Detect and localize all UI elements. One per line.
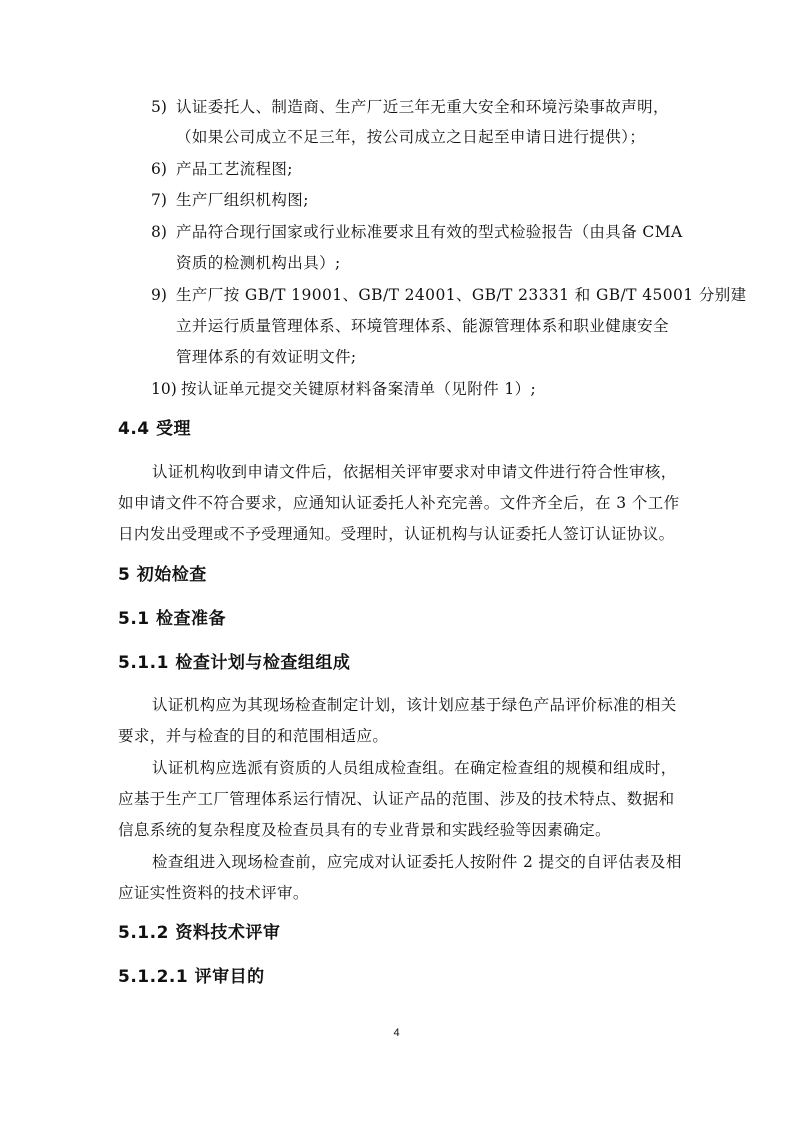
paragraph-line: 认证机构应选派有资质的人员组成检查组。在确定检查组的规模和组成时， <box>152 759 677 777</box>
list-item-line: （如果公司成立不足三年，按公司成立之日起至申请日进行提供）； <box>176 128 646 146</box>
page-number: 4 <box>393 1027 400 1039</box>
list-item-number: 5) <box>151 98 167 116</box>
list-item-line: 资质的检测机构出具）; <box>176 254 341 272</box>
list-item-line: 产品符合现行国家或行业标准要求且有效的型式检验报告（由具备 CMA <box>176 223 683 241</box>
section-heading: 5 初始检查 <box>118 565 207 585</box>
section-heading: 5.1 检查准备 <box>118 609 227 629</box>
paragraph-line: 认证机构收到申请文件后，依据相关评审要求对申请文件进行符合性审核， <box>152 463 677 481</box>
list-item-number: 6) <box>151 160 167 178</box>
list-item-line: 按认证单元提交关键原材料备案清单（见附件 1）; <box>181 380 537 398</box>
section-heading: 5.1.2 资料技术评审 <box>118 923 281 943</box>
list-item-number: 10) <box>151 380 177 398</box>
paragraph-line: 认证机构应为其现场检查制定计划，该计划应基于绿色产品评价标准的相关 <box>152 696 677 714</box>
paragraph-line: 应证实性资料的技术评审。 <box>118 884 309 902</box>
list-item-line: 管理体系的有效证明文件; <box>176 348 357 366</box>
paragraph-line: 信息系统的复杂程度及检查员具有的专业背景和实践经验等因素确定。 <box>118 821 611 839</box>
list-item-number: 8) <box>151 223 167 241</box>
section-heading: 5.1.1 检查计划与检查组组成 <box>118 653 351 673</box>
list-item-line: 生产厂按 GB/T 19001、GB/T 24001、GB/T 23331 和 GB/T 45001 分别建 <box>176 286 747 304</box>
list-item-line: 立并运行质量管理体系、环境管理体系、能源管理体系和职业健康安全 <box>176 317 669 335</box>
paragraph-line: 日内发出受理或不予受理通知。受理时，认证机构与认证委托人签订认证协议。 <box>118 525 675 543</box>
paragraph-line: 要求，并与检查的目的和范围相适应。 <box>118 727 389 745</box>
list-item-number: 7) <box>151 191 167 209</box>
section-heading: 4.4 受理 <box>118 419 192 439</box>
list-item-line: 产品工艺流程图; <box>176 160 293 178</box>
section-heading: 5.1.2.1 评审目的 <box>118 967 265 987</box>
list-item-line: 生产厂组织机构图; <box>176 191 309 209</box>
paragraph-line: 检查组进入现场检查前，应完成对认证委托人按附件 2 提交的自评估表及相 <box>152 853 682 871</box>
paragraph-line: 应基于生产工厂管理体系运行情况、认证产品的范围、涉及的技术特点、数据和 <box>118 790 675 808</box>
list-item-line: 认证委托人、制造商、生产厂近三年无重大安全和环境污染事故声明， <box>176 98 669 116</box>
list-item-number: 9) <box>151 286 167 304</box>
paragraph-line: 如申请文件不符合要求，应通知认证委托人补充完善。文件齐全后，在 3 个工作 <box>118 494 680 512</box>
